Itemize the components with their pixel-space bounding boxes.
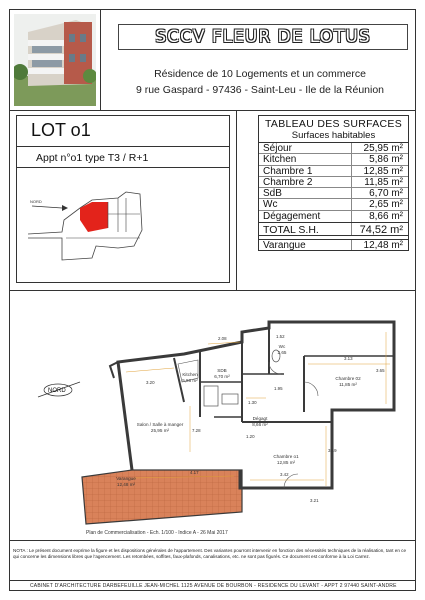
room-area-chambre2: 11,85 m²	[339, 382, 357, 387]
lot-divider-top	[16, 146, 230, 147]
lot-highlight	[80, 202, 108, 232]
surfaces-title: TABLEAU DES SURFACES	[264, 118, 403, 130]
footer-divider	[9, 580, 416, 581]
dimension-label: 1.30	[248, 400, 257, 405]
varangue-area	[82, 470, 242, 524]
table-row	[259, 199, 408, 210]
dimension-label: 2.08	[218, 336, 227, 341]
room-label: Séjour	[259, 143, 352, 153]
photo-divider	[100, 9, 101, 110]
dimension-label: 3.21	[310, 498, 319, 503]
architect-footer: CABINET D'ARCHITECTURE DARBEFEUILLE JEAN-MICHEL 1125 AVENUE DE BOURBON - RESIDENCE DU LEVANT - APPT 2 97440 SAINT-ANDRE	[30, 583, 397, 589]
room-value: 8,66 m²	[369, 210, 403, 222]
legal-notice: NOTA : Le présent document exprime la figure et les dispositions générales de l'appartement. Des variantes pourront intervenir en fonction des nécessités techniques de la réalisation, tant en ce qui concerne les dimensions libres que l'agencement. Les retombées, soffites, faux-plafonds, canalisations, etc. ne sont pas figurés. Ce document est conforme à la Loi Carrez.	[13, 548, 407, 559]
building-photo	[14, 14, 96, 106]
room-value: 2,65 m²	[369, 199, 403, 211]
room-value: 5,86 m²	[369, 154, 403, 166]
room-value: 25,95 m²	[363, 143, 403, 154]
room-name-chambre2: Chambre 02	[335, 376, 361, 381]
room-name-degagement: Dégagt	[252, 416, 268, 421]
room-value: 6,70 m²	[369, 188, 403, 200]
room-area-degagement: 8,66 m²	[252, 422, 268, 427]
residence-line: Résidence de 10 Logements et un commerce	[154, 68, 366, 80]
table-row	[259, 143, 408, 154]
info-divider	[236, 110, 237, 290]
table-row	[259, 177, 408, 188]
lot-title: LOT o1	[31, 120, 91, 140]
plan-north-label: NORD	[48, 388, 66, 394]
varangue-label: Varangue	[259, 240, 352, 250]
room-label: Chambre 2	[259, 177, 352, 187]
total-row	[259, 222, 408, 236]
surfaces-table-header	[259, 116, 408, 143]
plan-divider	[9, 290, 416, 291]
lot-divider-bottom	[16, 167, 230, 168]
brand-banner	[118, 24, 408, 50]
room-name-wc: Wc	[278, 344, 286, 349]
room-label: Wc	[259, 199, 352, 209]
lot-subtitle: Appt n°o1 type T3 / R+1	[36, 152, 149, 164]
surfaces-subtitle: Surfaces habitables	[291, 130, 376, 141]
room-label: Dégagement	[259, 211, 352, 222]
dimension-label: 1.95	[274, 386, 283, 391]
floor-plan	[14, 302, 412, 532]
room-label: Kitchen	[259, 154, 352, 164]
dimension-label: 1.20	[246, 434, 255, 439]
table-row	[259, 154, 408, 165]
table-row	[259, 188, 408, 199]
dimension-label: 4.17	[190, 470, 199, 475]
north-arrow-icon	[38, 382, 80, 397]
varangue-value: 12,48 m²	[363, 240, 403, 252]
keymap-north-label: NORD	[30, 199, 42, 204]
dimension-label: 7.28	[192, 428, 201, 433]
room-value: 11,85 m²	[364, 176, 403, 188]
key-plan	[22, 172, 226, 278]
room-area-sejour: 25,95 m²	[150, 428, 170, 433]
address-line: 9 rue Gaspard - 97436 - Saint-Leu - Ile de la Réunion	[135, 84, 385, 96]
dimension-label: 3.65	[376, 368, 385, 373]
dimension-label: 3.20	[146, 380, 155, 385]
header-divider	[9, 110, 416, 111]
dimension-label: 1.52	[276, 334, 285, 339]
notice-divider	[9, 540, 416, 541]
plan-caption: Plan de Commercialisation - Ech. 1/100 - Indice A - 26 Mai 2017	[86, 530, 228, 536]
table-row	[259, 211, 408, 222]
room-area-varangue: 12,48 m²	[116, 482, 136, 487]
surfaces-table	[258, 115, 409, 251]
room-area-wc: 2,65	[277, 350, 287, 355]
room-name-chambre1: Chambre o1	[273, 454, 299, 459]
room-name-sejour: Salon / Salle à manger	[136, 422, 184, 427]
dimension-label: 3.13	[344, 356, 353, 361]
room-area-chambre1: 12,85 m²	[276, 460, 296, 465]
room-name-sdb: SDB	[217, 368, 227, 373]
room-name-kitchen: Kitchen	[182, 372, 198, 377]
north-arrow-icon	[30, 199, 68, 211]
room-area-kitchen: 5,86 m²	[182, 378, 198, 383]
total-value: 74,52 m²	[359, 224, 403, 237]
dimension-label: 3.49	[328, 448, 337, 453]
brand-title: SCCV FLEUR DE LOTUS	[155, 27, 371, 47]
dimension-label: 3.42	[280, 472, 289, 477]
room-value: 12,85 m²	[363, 165, 403, 177]
room-label: Chambre 1	[259, 166, 352, 176]
total-label: TOTAL S.H.	[259, 223, 352, 235]
table-row	[259, 166, 408, 177]
room-area-sdb: 6,70 m²	[214, 374, 230, 379]
varangue-row	[259, 239, 408, 250]
room-name-varangue: Varangue	[116, 476, 136, 481]
room-label: SdB	[259, 188, 352, 198]
